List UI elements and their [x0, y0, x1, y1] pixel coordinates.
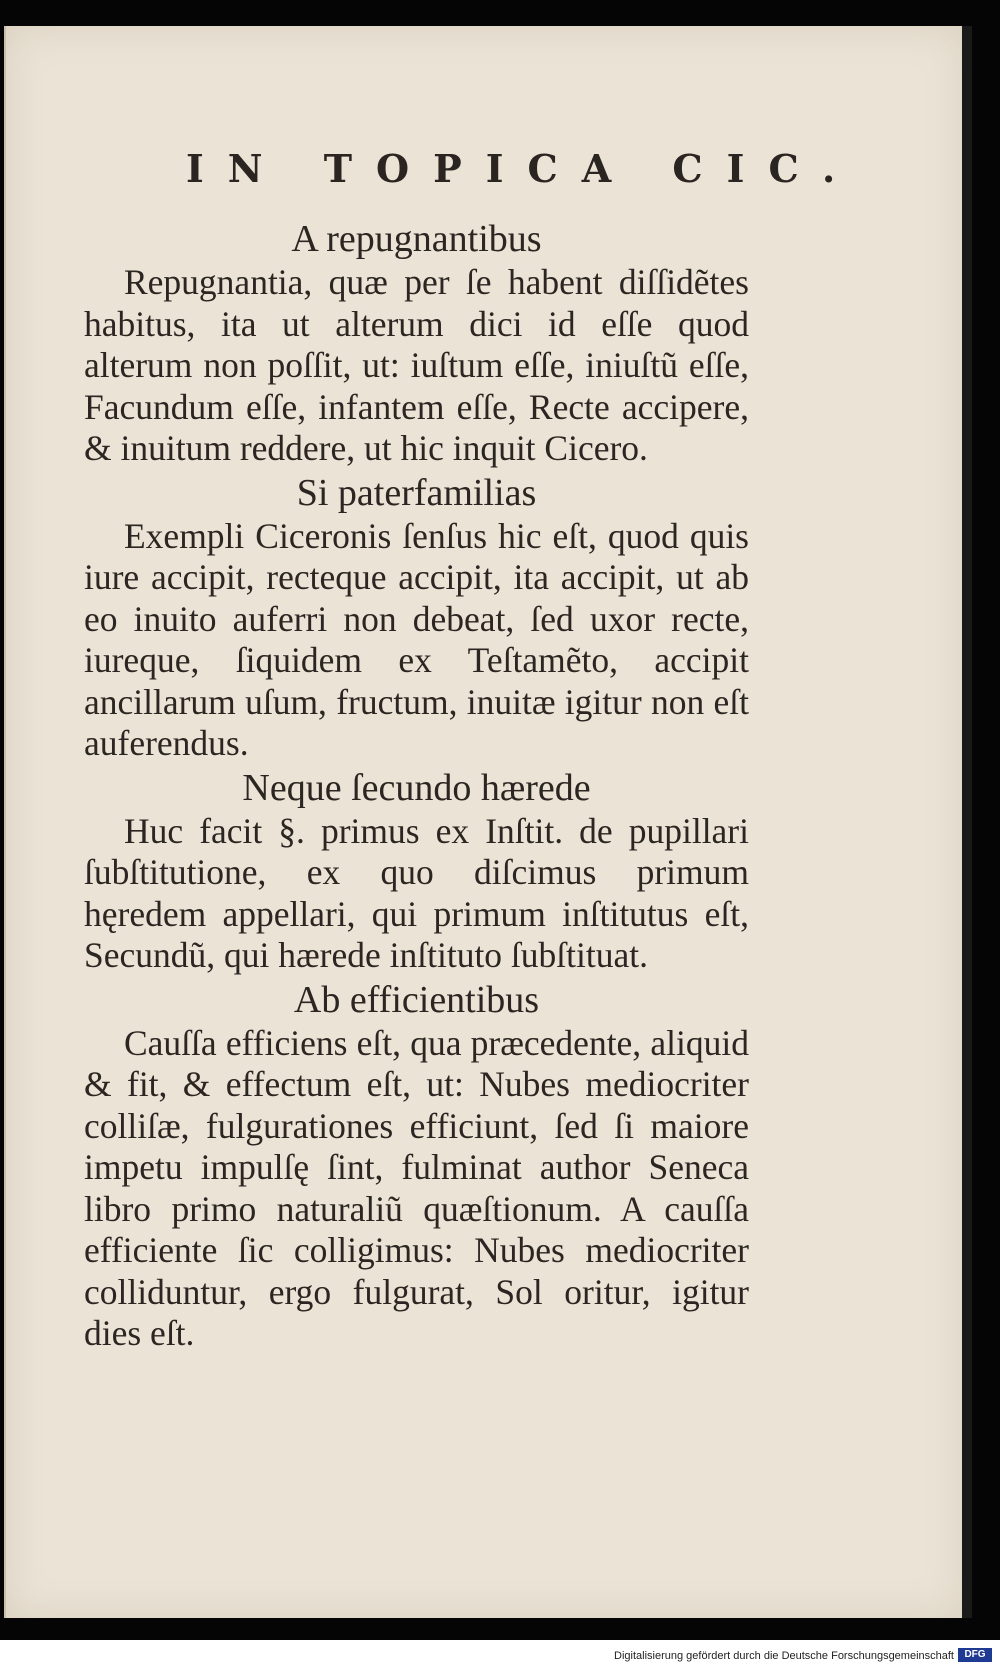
- section-heading: Neque ſecundo hærede: [242, 766, 591, 809]
- footer-bar: [0, 1640, 1000, 1666]
- text-block: [84, 216, 749, 1355]
- dfg-logo: DFG: [958, 1648, 992, 1662]
- funding-credit: Digitalisierung gefördert durch die Deutsche Forschungsgemeinschaft: [614, 1650, 954, 1662]
- page-edge-shadow: [962, 26, 972, 1618]
- section-heading: Ab efficientibus: [293, 978, 540, 1021]
- section-paragraph: Repugnantia, quæ per ſe habent diſſidẽtes habitus, ita ut alterum dici id eſſe quod alterum non poſſit, ut: iuſtum eſſe, iniuſtũ eſſe, Facundum eſſe, infantem eſſe, Recte accipere, & inuitum reddere, ut hic inquit Cicero.: [84, 262, 749, 468]
- section-paragraph: Huc facit §. primus ex Inſtit. de pupillari ſubſtitutione, ex quo diſcimus primum hęredem appellari, qui primum inſtitutus eſt, Secundũ, qui hærede inſtituto ſubſtituat.: [84, 810, 749, 975]
- book-page: [4, 26, 964, 1618]
- section-heading: A repugnantibus: [291, 218, 542, 260]
- section-heading: Si paterfamilias: [296, 471, 537, 514]
- section-paragraph: Exempli Ciceronis ſenſus hic eſt, quod quis iure accipit, recteque accipit, ita accipit, ut ab eo inuito auferri non debeat, ſed uxor recte, iureque, ſiquidem ex Teſtamẽto, accipit ancillarum uſum, fructum, inuitæ igitur non eſt auferendus.: [84, 515, 749, 763]
- section-paragraph: Cauſſa efficiens eſt, qua præcedente, aliquid & fit, & effectum eſt, ut: Nubes mediocriter colliſæ, fulgurationes efficiunt, ſed ſi maiore impetu impulſę ſint, fulminat author Seneca libro primo naturaliũ quæſtionum. A cauſſa efficiente ſic colligimus: Nubes mediocriter colliduntur, ergo fulgurat, Sol oritur, igitur dies eſt.: [84, 1022, 749, 1353]
- running-head: IN TOPICA CIC.: [186, 146, 860, 191]
